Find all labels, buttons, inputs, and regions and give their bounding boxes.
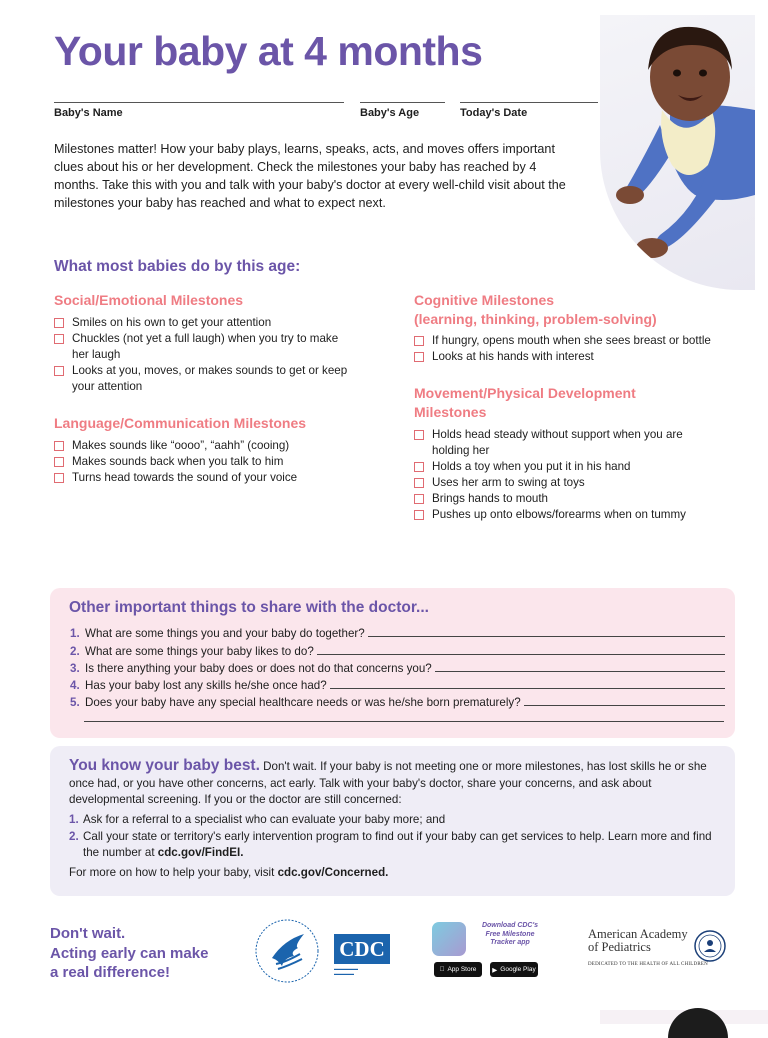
tracker-promo-text: Download CDC's Free Milestone Tracker app — [481, 922, 539, 946]
question-item: 3. Is there anything your baby does or does not do that concerns you? — [70, 658, 725, 675]
dont-wait-tagline: Don't wait. Acting early can make a real difference! — [50, 925, 209, 981]
answer-line[interactable] — [524, 705, 725, 706]
aap-seal-logo — [694, 930, 726, 962]
page-title: Your baby at 4 months — [54, 28, 483, 74]
social-emotional-heading: Social/Emotional Milestones — [54, 292, 244, 308]
list-item[interactable]: Brings hands to mouth — [414, 491, 714, 507]
play-icon: ▶ — [492, 966, 498, 974]
checkbox-icon[interactable] — [414, 430, 424, 440]
checkbox-icon[interactable] — [414, 336, 424, 346]
checkbox-icon[interactable] — [414, 462, 424, 472]
question-item: 1. What are some things you and your baby do together? — [70, 623, 725, 640]
question-item: 5. Does your baby have any special healthcare needs or was he/she born prematurely? — [70, 692, 725, 709]
todays-date-label: Today's Date — [460, 107, 528, 119]
apple-icon — [440, 966, 445, 973]
list-item[interactable]: Looks at his hands with interest — [414, 349, 734, 365]
list-item[interactable]: Uses her arm to swing at toys — [414, 475, 714, 491]
checkbox-icon[interactable] — [54, 473, 64, 483]
answer-line[interactable] — [435, 671, 725, 672]
list-item[interactable]: Makes sounds like “oooo”, “aahh” (cooing) — [54, 438, 354, 454]
baby-age-field[interactable] — [360, 102, 445, 122]
milestone-tracker-promo[interactable] — [432, 920, 550, 982]
next-steps-list — [69, 812, 714, 862]
question-item: 2. What are some things your baby likes to do? — [70, 640, 725, 657]
extra-answer-line[interactable] — [84, 721, 724, 722]
checkbox-icon[interactable] — [414, 510, 424, 520]
google-play-badge[interactable]: ▶ Google Play — [490, 962, 538, 977]
checkbox-icon[interactable] — [414, 494, 424, 504]
question-item: 4. Has your baby lost any skills he/she once had? — [70, 675, 725, 692]
checkbox-icon[interactable] — [414, 352, 424, 362]
social-emotional-list — [54, 315, 354, 395]
checkbox-icon[interactable] — [54, 366, 64, 376]
baby-age-line — [360, 102, 445, 103]
cognitive-list — [414, 333, 734, 365]
baby-name-field[interactable] — [54, 102, 344, 122]
language-list — [54, 438, 354, 486]
movement-heading-line2: Milestones — [414, 404, 487, 420]
list-item[interactable]: If hungry, opens mouth when she sees breast or bottle — [414, 333, 734, 349]
checkbox-icon[interactable] — [54, 318, 64, 328]
list-item[interactable]: Looks at you, moves, or makes sounds to get or keep your attention — [54, 363, 354, 395]
hhs-eagle-logo — [254, 918, 320, 984]
cognitive-heading-line2: (learning, thinking, problem-solving) — [414, 311, 657, 327]
list-item[interactable]: Smiles on his own to get your attention — [54, 315, 354, 331]
movement-list — [414, 427, 714, 523]
baby-name-label: Baby's Name — [54, 107, 123, 119]
todays-date-field[interactable] — [460, 102, 598, 122]
cognitive-heading — [414, 291, 657, 329]
todays-date-line — [460, 102, 598, 103]
answer-line[interactable] — [330, 688, 725, 689]
milestones-heading: What most babies do by this age: — [54, 258, 301, 275]
checkbox-icon[interactable] — [54, 457, 64, 467]
language-heading: Language/Communication Milestones — [54, 415, 307, 431]
list-item[interactable]: Pushes up onto elbows/forearms when on tummy — [414, 507, 714, 523]
checkbox-icon[interactable] — [54, 334, 64, 344]
know-your-baby-lead: You know your baby best. — [69, 757, 260, 774]
list-item: 2. Call your state or territory's early intervention program to find out if your baby can get services to help. Learn more and find the number at cdc.gov/FindEI. — [69, 829, 712, 859]
answer-line[interactable] — [317, 654, 725, 655]
list-item[interactable]: Chuckles (not yet a full laugh) when you try to make her laugh — [54, 331, 354, 363]
list-item[interactable]: Turns head towards the sound of your voice — [54, 470, 354, 486]
find-ei-link[interactable]: cdc.gov/FindEI. — [157, 846, 244, 859]
baby-age-label: Baby's Age — [360, 107, 420, 119]
answer-line[interactable] — [368, 636, 725, 637]
concerned-link[interactable]: cdc.gov/Concerned. — [277, 866, 389, 879]
baby-photo — [600, 15, 755, 290]
movement-heading — [414, 384, 636, 422]
cdc-logo: CDC ▬▬▬▬▬▬ ▬▬▬▬▬ — [334, 934, 394, 976]
know-your-baby-paragraph — [69, 758, 714, 809]
share-heading: Other important things to share with the doctor... — [69, 599, 429, 616]
app-store-badge[interactable]: App Store — [434, 962, 482, 977]
checkbox-icon[interactable] — [414, 478, 424, 488]
movement-heading-line1: Movement/Physical Development — [414, 385, 636, 401]
list-item[interactable]: Holds head steady without support when you are holding her — [414, 427, 714, 459]
aap-logo: American Academy of Pediatrics DEDICATED TO THE HEALTH OF ALL CHILDREN — [588, 928, 738, 978]
cognitive-heading-line1: Cognitive Milestones — [414, 292, 555, 308]
list-item: 1. Ask for a referral to a specialist who can evaluate your baby more; and — [69, 813, 446, 826]
list-item[interactable]: Holds a toy when you put it in his hand — [414, 459, 714, 475]
know-your-baby-body: Don't wait. If your baby is not meeting one or more milestones, has lost skills he or she once had, or you have other concerns, act early. Talk with your baby's doctor, share your concerns, and ask about developmental screening. If you or the doctor are still concerned: — [69, 760, 707, 806]
more-info-line: For more on how to help your baby, visit cdc.gov/Concerned. — [69, 866, 389, 879]
baby-name-line — [54, 102, 344, 103]
milestone-tracker-app-icon[interactable] — [432, 922, 466, 956]
list-item[interactable]: Makes sounds back when you talk to him — [54, 454, 354, 470]
checkbox-icon[interactable] — [54, 441, 64, 451]
doctor-questions-list — [70, 623, 725, 709]
intro-paragraph: Milestones matter! How your baby plays, learns, speaks, acts, and moves offers important clues about his or her development. Check the milestones your baby has reached by 4 months. Take this with you and talk with your baby's doctor at every well-child visit about the milestones your baby has reached and what to expect next. — [54, 142, 566, 210]
